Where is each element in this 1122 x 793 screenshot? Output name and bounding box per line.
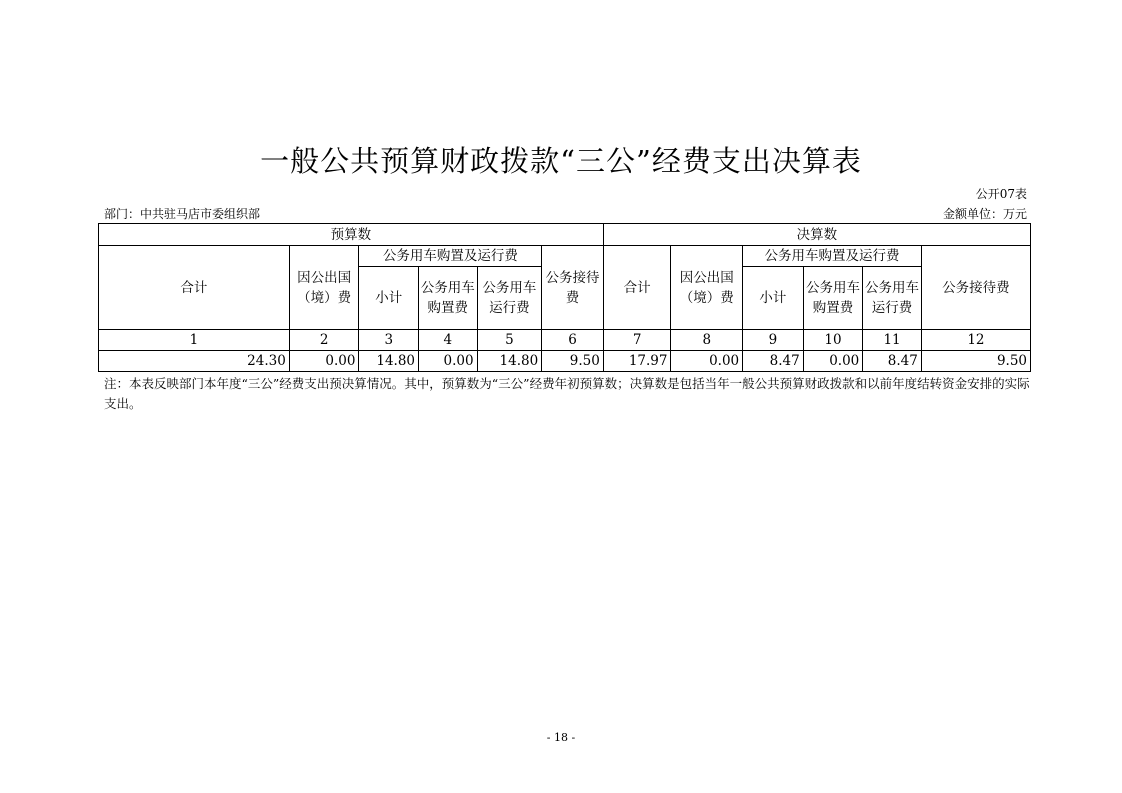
page-number: - 18 - <box>546 731 576 744</box>
column-index: 4 <box>419 330 478 351</box>
column-index: 9 <box>743 330 804 351</box>
budget-reception-value: 9.50 <box>542 351 604 372</box>
column-index-row <box>99 330 1031 351</box>
budget-abroad-header: 因公出国（境）费 <box>289 246 359 330</box>
column-index: 5 <box>477 330 542 351</box>
final-car-purchase-header: 公务用车购置费 <box>803 267 863 330</box>
form-number: 公开07表 <box>975 187 1027 201</box>
column-index: 6 <box>542 330 604 351</box>
column-index: 7 <box>603 330 671 351</box>
final-reception-value: 9.50 <box>921 351 1030 372</box>
final-total-value: 17.97 <box>603 351 671 372</box>
column-index: 1 <box>99 330 290 351</box>
budget-car-run-header: 公务用车运行费 <box>477 267 542 330</box>
final-group-header: 决算数 <box>603 224 1030 246</box>
budget-total-header: 合计 <box>99 246 290 330</box>
column-index: 11 <box>863 330 922 351</box>
three-public-expenses-table <box>98 223 1031 372</box>
column-index: 2 <box>289 330 359 351</box>
final-reception-header: 公务接待费 <box>921 246 1030 330</box>
final-car-purchase-value: 0.00 <box>803 351 863 372</box>
budget-subtotal-header: 小计 <box>359 267 419 330</box>
final-subtotal-value: 8.47 <box>743 351 804 372</box>
budget-car-run-value: 14.80 <box>477 351 542 372</box>
budget-group-header: 预算数 <box>99 224 604 246</box>
table-note: 注：本表反映部门本年度“三公”经费支出预决算情况。其中，预算数为“三公”经费年初预算数；决算数是包括当年一般公共预算财政拨款和以前年度结转资金安排的实际支出。 <box>104 376 1030 411</box>
final-total-header: 合计 <box>603 246 671 330</box>
page-title: 一般公共预算财政拨款“三公”经费支出决算表 <box>260 144 862 178</box>
column-index: 8 <box>671 330 743 351</box>
column-index: 12 <box>921 330 1030 351</box>
column-index: 3 <box>359 330 419 351</box>
final-subtotal-header: 小计 <box>743 267 804 330</box>
final-abroad-header: 因公出国（境）费 <box>671 246 743 330</box>
column-index: 10 <box>803 330 863 351</box>
final-car-group-header: 公务用车购置及运行费 <box>743 246 922 267</box>
amount-unit-label: 金额单位：万元 <box>942 207 1027 221</box>
budget-reception-header: 公务接待费 <box>542 246 604 330</box>
final-abroad-value: 0.00 <box>671 351 743 372</box>
budget-car-purchase-header: 公务用车购置费 <box>419 267 478 330</box>
budget-total-value: 24.30 <box>99 351 290 372</box>
table-row <box>99 351 1031 372</box>
budget-subtotal-value: 14.80 <box>359 351 419 372</box>
department-label: 部门：中共驻马店市委组织部 <box>104 207 261 221</box>
budget-abroad-value: 0.00 <box>289 351 359 372</box>
final-car-run-header: 公务用车运行费 <box>863 267 922 330</box>
final-car-run-value: 8.47 <box>863 351 922 372</box>
budget-car-purchase-value: 0.00 <box>419 351 478 372</box>
budget-car-group-header: 公务用车购置及运行费 <box>359 246 542 267</box>
